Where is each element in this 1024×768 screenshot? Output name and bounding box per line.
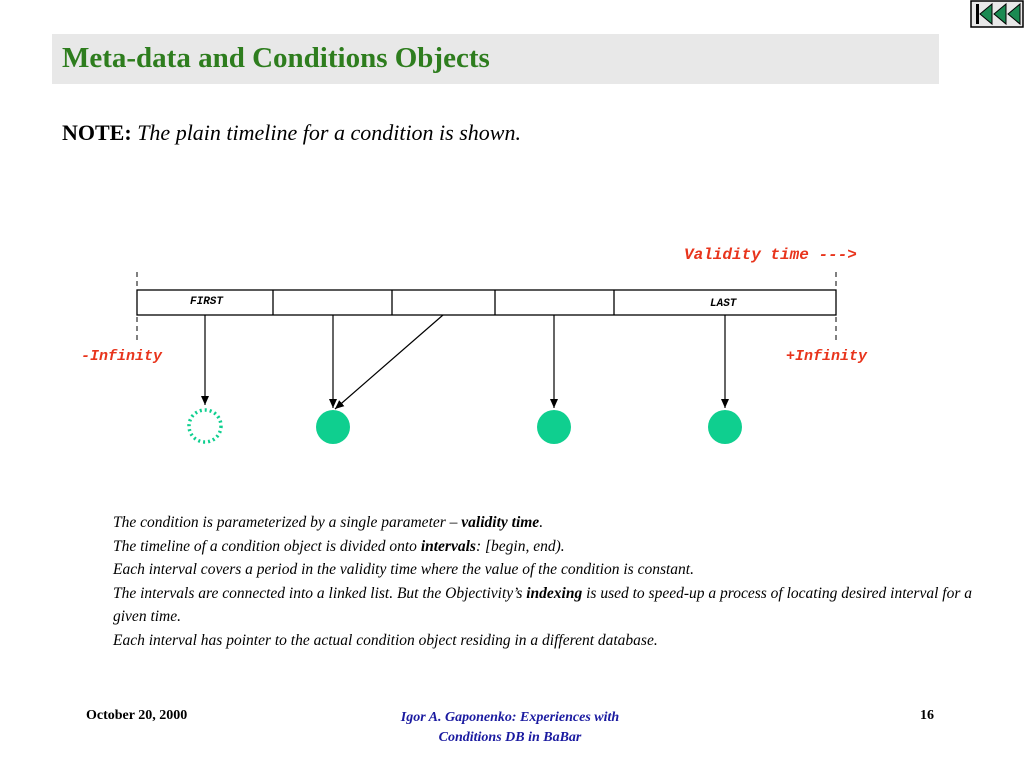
footer-author: Igor A. Gaponenko: Experiences with Conditions DB in BaBar bbox=[400, 710, 620, 745]
pointer-arrow bbox=[335, 315, 443, 409]
desc-line: The timeline of a condition object is divided onto intervals: [begin, end). bbox=[113, 537, 565, 555]
last-interval-label: LAST bbox=[710, 298, 737, 310]
slide-title: Meta-data and Conditions Objects bbox=[62, 42, 490, 74]
desc-line: Each interval has pointer to the actual condition object residing in a different database. bbox=[113, 631, 658, 649]
condition-object-node bbox=[316, 410, 350, 444]
validity-arrow: ---> bbox=[818, 246, 857, 264]
note-text: The plain timeline for a condition is shown. bbox=[137, 120, 521, 145]
validity-time-label: Validity time ---> bbox=[684, 246, 857, 264]
condition-object-node bbox=[537, 410, 571, 444]
empty-condition-node bbox=[189, 410, 221, 442]
description bbox=[113, 511, 983, 652]
navigation-first-back-icon[interactable] bbox=[970, 0, 1024, 28]
note-label: NOTE: bbox=[62, 120, 132, 145]
footer-date: October 20, 2000 bbox=[86, 708, 188, 723]
desc-line: The intervals are connected into a linked list. But the Objectivity’s indexing is used to speed-up a process of locating desired interval for a given time. bbox=[113, 584, 972, 625]
desc-line: The condition is parameterized by a single parameter – validity time. bbox=[113, 514, 544, 531]
neg-infinity-label: -Infinity bbox=[81, 348, 163, 365]
desc-line: Each interval covers a period in the validity time where the value of the condition is constant. bbox=[113, 561, 694, 578]
pos-infinity-label: +Infinity bbox=[786, 348, 868, 365]
condition-object-node bbox=[708, 410, 742, 444]
first-interval-label: FIRST bbox=[190, 296, 224, 308]
page-number: 16 bbox=[920, 708, 934, 723]
